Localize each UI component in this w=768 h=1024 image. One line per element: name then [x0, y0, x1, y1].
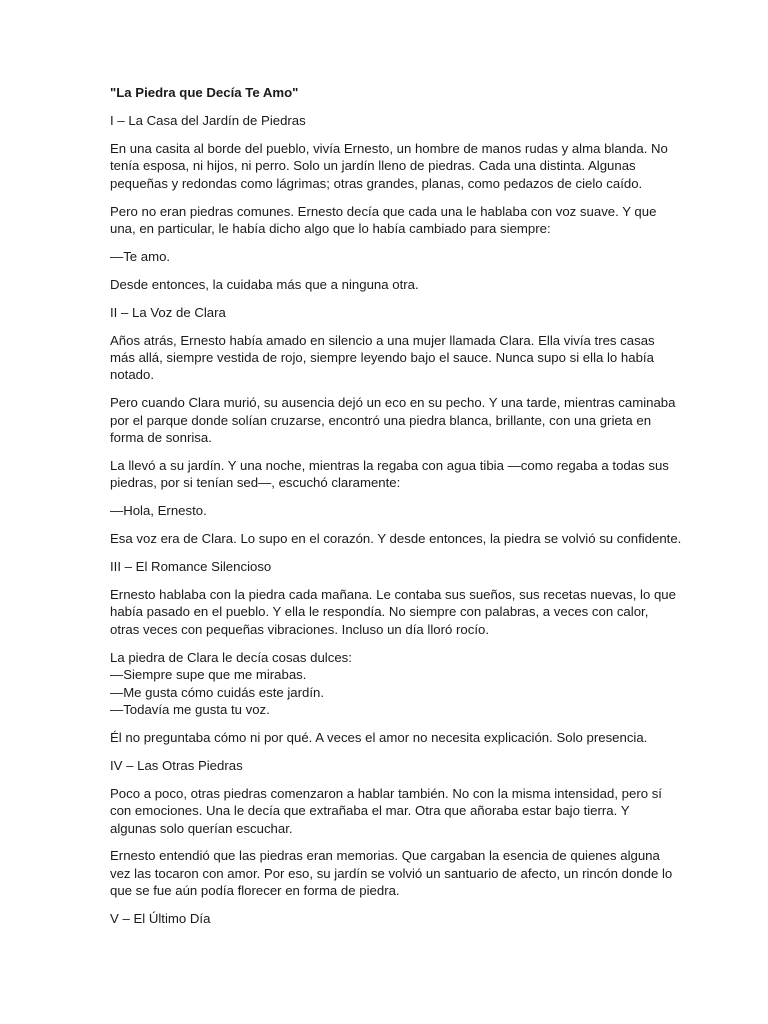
section-heading: I – La Casa del Jardín de Piedras: [110, 112, 306, 128]
text-line: más allá, siempre vestida de rojo, siempre leyendo bajo el sauce. Nunca supo si ella lo había: [110, 349, 654, 365]
paragraph: [110, 649, 662, 719]
text-line: Él no preguntaba cómo ni por qué. A veces el amor no necesita explicación. Solo presencia.: [110, 729, 648, 745]
text-line: Ernesto hablaba con la piedra cada mañana. Le contaba sus sueños, sus recetas nuevas, lo que: [110, 587, 676, 603]
paragraph: [110, 332, 662, 384]
text-line: —Siempre supe que me mirabas.: [110, 667, 307, 683]
paragraph: [110, 248, 662, 265]
paragraph: [110, 140, 668, 192]
text-line: notado.: [110, 367, 154, 383]
paragraph: [110, 729, 662, 746]
text-line: algunas solo querían escuchar.: [110, 820, 293, 836]
section-heading: V – El Último Día: [110, 911, 211, 927]
section-heading: III – El Romance Silencioso: [110, 559, 272, 575]
text-line: con emociones. Una le decía que extrañaba el mar. Otra que añoraba estar bajo tierra. Y: [110, 803, 630, 819]
text-line: Esa voz era de Clara. Lo supo en el corazón. Y desde entonces, la piedra se volvió su confidente.: [110, 531, 682, 547]
paragraph: [110, 203, 662, 238]
paragraph: [110, 586, 676, 638]
text-line: una, en particular, le había dicho algo que lo había cambiado para siempre:: [110, 220, 551, 236]
text-line: tenía esposa, ni hijos, ni perro. Solo un jardín lleno de piedras. Cada una distinta. Algunas: [110, 158, 636, 174]
text-line: —Me gusta cómo cuidás este jardín.: [110, 684, 325, 700]
text-line: otras veces con pequeñas vibraciones. Incluso un día lloró rocío.: [110, 621, 489, 637]
text-line: por el parque donde solían cruzarse, encontró una piedra blanca, brillante, con una grieta en: [110, 412, 652, 428]
text-line: forma de sonrisa.: [110, 430, 212, 446]
text-line: pequeñas y redondas como lágrimas; otras grandes, planas, como pedazos de cielo caído.: [110, 175, 643, 191]
paragraph: [110, 785, 662, 837]
text-line: —Hola, Ernesto.: [110, 503, 207, 519]
text-line: La piedra de Clara le decía cosas dulces:: [110, 649, 352, 665]
section-heading: IV – Las Otras Piedras: [110, 757, 243, 773]
paragraph: [110, 276, 662, 293]
text-line: Años atrás, Ernesto había amado en silencio a una mujer llamada Clara. Ella vivía tres casas: [110, 332, 655, 348]
text-line: que se fue aún podía florecer en forma de piedra.: [110, 883, 400, 899]
text-line: Poco a poco, otras piedras comenzaron a hablar también. No con la misma intensidad, pero sí: [110, 785, 662, 801]
paragraph: [110, 394, 676, 446]
paragraph: [110, 457, 669, 492]
document-page: [110, 84, 682, 938]
document-title: "La Piedra que Decía Te Amo": [110, 85, 299, 100]
text-line: Pero no eran piedras comunes. Ernesto decía que cada una le hablaba con voz suave. Y que: [110, 203, 657, 219]
text-line: —Todavía me gusta tu voz.: [110, 701, 270, 717]
text-line: En una casita al borde del pueblo, vivía Ernesto, un hombre de manos rudas y alma blanda. No: [110, 140, 668, 156]
section-heading: II – La Voz de Clara: [110, 304, 226, 320]
text-line: Desde entonces, la cuidaba más que a ninguna otra.: [110, 276, 419, 292]
paragraph: [110, 530, 682, 547]
paragraph: [110, 502, 662, 519]
text-line: Pero cuando Clara murió, su ausencia dejó un eco en su pecho. Y una tarde, mientras caminaba: [110, 395, 676, 411]
text-line: —Te amo.: [110, 248, 171, 264]
text-line: La llevó a su jardín. Y una noche, mientras la regaba con agua tibia —como regaba a todas sus: [110, 458, 669, 473]
text-line: vez las tocaron con amor. Por eso, su jardín se volvió un santuario de afecto, un rincón donde lo: [110, 865, 673, 881]
text-line: piedras, por si tenían sed—, escuchó claramente:: [110, 475, 401, 491]
text-line: Ernesto entendió que las piedras eran memorias. Que cargaban la esencia de quienes alguna: [110, 848, 660, 864]
text-line: había pasado en el pueblo. Y ella le respondía. No siempre con palabras, a veces con calor,: [110, 604, 649, 620]
paragraph: [110, 847, 673, 899]
document-body: [110, 112, 682, 928]
